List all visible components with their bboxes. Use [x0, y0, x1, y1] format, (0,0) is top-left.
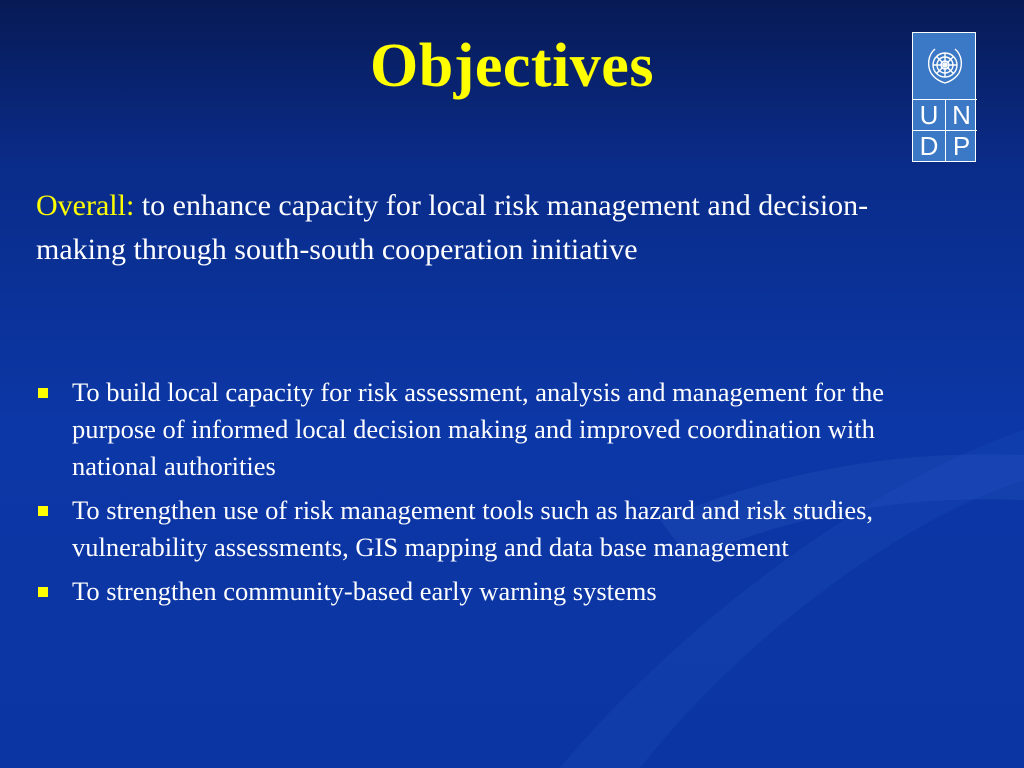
- square-bullet-icon: [38, 587, 48, 597]
- list-item-text: To strengthen use of risk management tools such as hazard and risk studies, vulnerability assessments, GIS mapping and data base management: [72, 495, 874, 562]
- list-item: [0, 492, 1000, 566]
- overall-label: Overall:: [36, 189, 135, 222]
- list-item-text: To strengthen community-based early warning systems: [72, 576, 657, 606]
- objectives-list: [0, 374, 1000, 617]
- logo-letter: D: [913, 130, 945, 161]
- un-emblem-icon: [913, 33, 977, 97]
- logo-letter: P: [945, 130, 977, 161]
- square-bullet-icon: [38, 388, 48, 398]
- list-item-text: To build local capacity for risk assessment, analysis and management for the purpose of informed local decision making and improved coordination with national authorities: [72, 377, 885, 481]
- logo-letter: N: [945, 99, 977, 130]
- slide-title: Objectives: [370, 32, 654, 100]
- logo-letters: [913, 99, 977, 161]
- overall-text: to enhance capacity for local risk management and decision-making through south-south cooperation initiative: [36, 189, 869, 266]
- list-item: [0, 573, 1000, 610]
- list-item: [0, 374, 1000, 485]
- square-bullet-icon: [38, 506, 48, 516]
- logo-letter: U: [913, 99, 945, 130]
- overall-objective: [36, 184, 916, 272]
- undp-logo: [912, 32, 976, 162]
